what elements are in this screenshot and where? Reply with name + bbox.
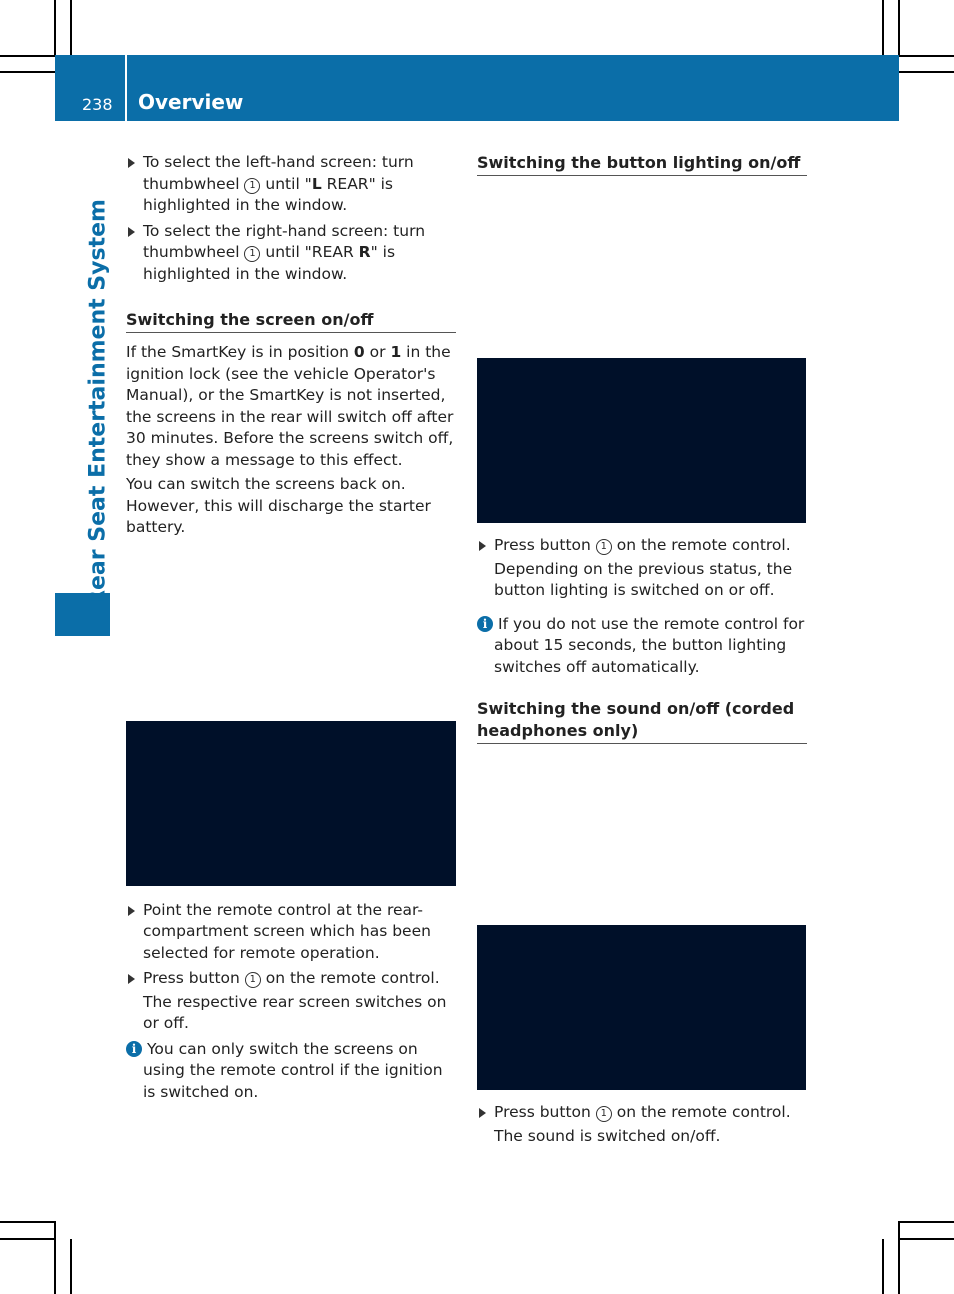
- crop-mark: [0, 1238, 55, 1240]
- illustration-remote-control: [477, 185, 806, 523]
- crop-mark: [898, 0, 900, 55]
- crop-mark: [70, 1239, 72, 1294]
- info-note: i If you do not use the remote control for about 15 seconds, the button lighting switches off automatically.: [477, 614, 807, 679]
- callout-marker: 1: [244, 246, 260, 262]
- triangle-bullet-icon: [128, 158, 135, 168]
- crop-mark: [882, 0, 884, 55]
- right-column: [477, 152, 807, 1151]
- section-title: Overview: [138, 90, 244, 114]
- body-paragraph: You can switch the screens back on. However, this will discharge the starter battery.: [126, 475, 431, 536]
- instruction-step: To select the left-hand screen: turn thumbwheel 1 until "L REAR" is highlighted in the window.: [126, 152, 456, 217]
- instruction-step: Point the remote control at the rear-compartment screen which has been selected for remote operation.: [126, 900, 456, 965]
- step-result: The respective rear screen switches on or off.: [143, 992, 447, 1032]
- triangle-bullet-icon: [128, 974, 135, 984]
- callout-marker: 1: [596, 539, 612, 555]
- crop-mark: [0, 71, 55, 73]
- info-note: i You can only switch the screens on using the remote control if the ignition is switched on.: [126, 1039, 456, 1104]
- callout-marker: 1: [245, 972, 261, 988]
- section-heading: Switching the sound on/off (corded headphones only): [477, 698, 807, 744]
- illustration-dark-panel: [477, 925, 806, 1090]
- info-icon: i: [126, 1041, 142, 1057]
- instruction-step: To select the right-hand screen: turn thumbwheel 1 until "REAR R" is highlighted in the window.: [126, 221, 456, 286]
- page-number: 238: [82, 95, 113, 114]
- crop-mark: [882, 1239, 884, 1294]
- section-heading: Switching the button lighting on/off: [477, 152, 807, 176]
- crop-mark: [54, 1221, 56, 1294]
- triangle-bullet-icon: [128, 906, 135, 916]
- chapter-title: Rear Seat Entertainment System: [85, 199, 111, 607]
- crop-mark: [899, 1221, 954, 1223]
- header-divider: [125, 55, 127, 121]
- step-result: The sound is switched on/off.: [494, 1126, 721, 1145]
- instruction-step: Press button 1 on the remote control.: [477, 1102, 807, 1124]
- instruction-step: Press button 1 on the remote control.: [126, 968, 456, 990]
- crop-mark: [899, 55, 954, 57]
- crop-mark: [899, 71, 954, 73]
- crop-mark: [898, 1221, 900, 1294]
- illustration-dark-panel: [126, 721, 456, 886]
- instruction-step: Press button 1 on the remote control.: [477, 535, 807, 557]
- left-column: [126, 152, 456, 1107]
- section-heading: Switching the screen on/off: [126, 309, 456, 333]
- illustration-remote-control: [477, 753, 806, 1090]
- info-icon: i: [477, 616, 493, 632]
- callout-marker: 1: [244, 178, 260, 194]
- triangle-bullet-icon: [128, 227, 135, 237]
- triangle-bullet-icon: [479, 1108, 486, 1118]
- crop-mark: [0, 55, 55, 57]
- step-result: Depending on the previous status, the button lighting is switched on or off.: [494, 559, 793, 599]
- illustration-dark-panel: [477, 358, 806, 523]
- illustration-remote-control: [126, 556, 456, 886]
- body-paragraph: If the SmartKey is in position 0 or 1 in the ignition lock (see the vehicle Operator's Manual), or the SmartKey is not inserted, the screens in the rear will switch off after 30 minutes. Before the screens switch off, they show a message to this effect.: [126, 343, 454, 469]
- crop-mark: [70, 0, 72, 55]
- crop-mark: [0, 1221, 55, 1223]
- crop-mark: [899, 1238, 954, 1240]
- triangle-bullet-icon: [479, 541, 486, 551]
- crop-mark: [54, 0, 56, 55]
- callout-marker: 1: [596, 1106, 612, 1122]
